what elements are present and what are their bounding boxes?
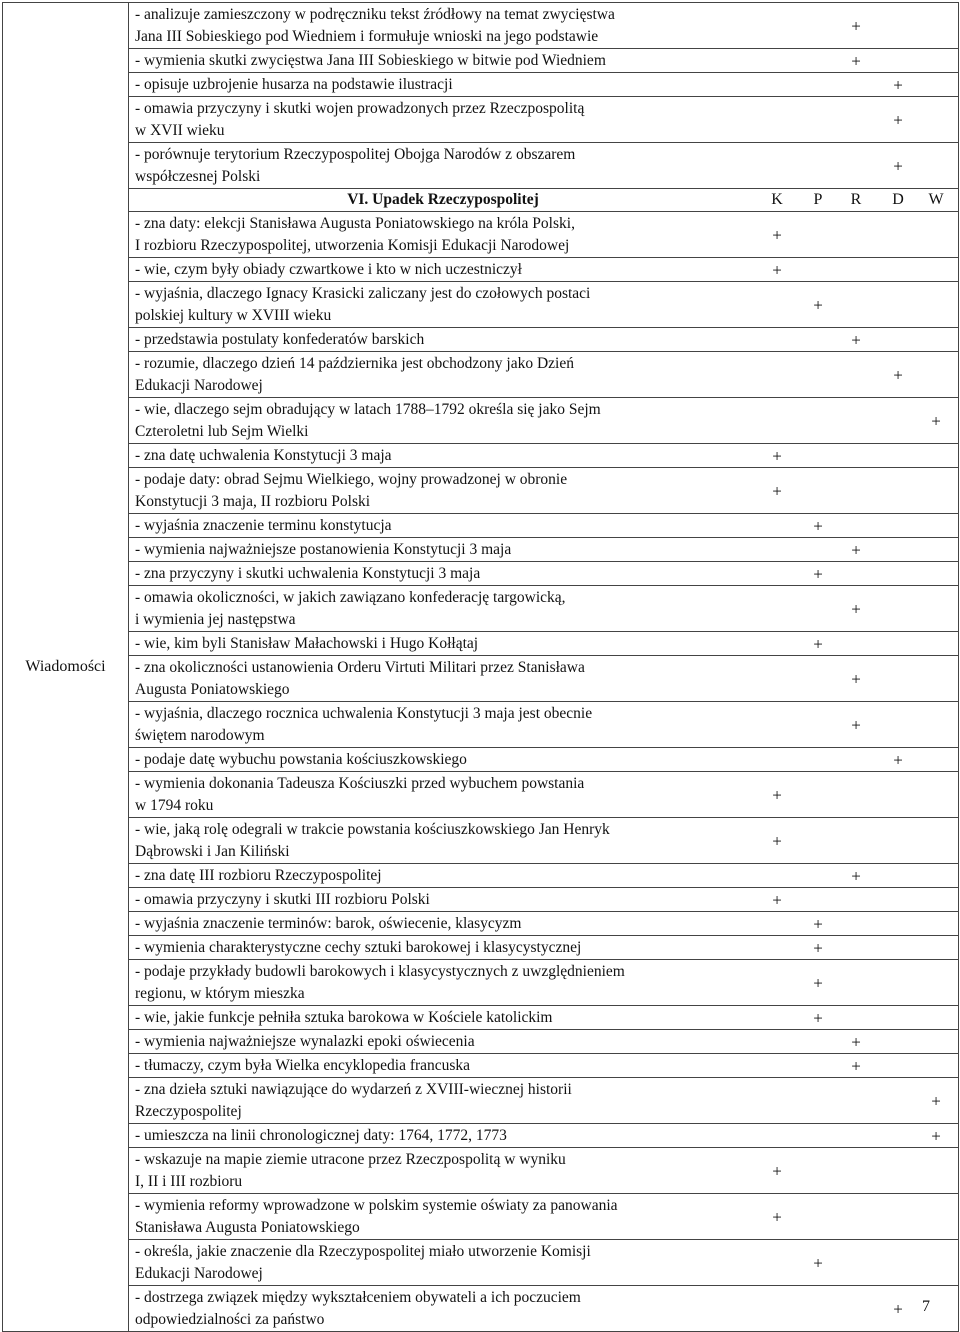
- requirement-mark-d: +: [893, 365, 903, 384]
- criterion-text-line: - wie, czym były obiady czwartkowe i kto w nich uczestniczył: [135, 260, 522, 278]
- criterion-text-line: - rozumie, dlaczego dzień 14 października jest obchodzony jako Dzień: [135, 354, 574, 372]
- criterion-text-line: I, II i III rozbioru: [135, 1172, 243, 1190]
- criterion-text-line: - wymienia dokonania Tadeusza Kościuszki przed wybuchem powstania: [135, 774, 585, 792]
- criterion-text-line: w XVII wieku: [135, 121, 225, 139]
- criterion-text-line: Konstytucji 3 maja, II rozbioru Polski: [135, 492, 371, 510]
- criterion-row: [3, 1194, 959, 1240]
- criterion-text-line: - wie, dlaczego sejm obradujący w latach 1788–1792 określa się jako Sejm: [135, 400, 601, 418]
- requirement-mark-w: +: [931, 411, 941, 430]
- criterion-row: [3, 328, 959, 352]
- requirement-mark-r: +: [851, 715, 861, 734]
- criterion-row: [3, 143, 959, 189]
- requirement-mark-d: +: [893, 110, 903, 129]
- criterion-cell: [129, 1286, 959, 1332]
- criterion-text-line: współczesnej Polski: [135, 167, 261, 185]
- requirement-mark-k: +: [772, 831, 782, 850]
- criterion-text-line: - zna datę uchwalenia Konstytucji 3 maja: [135, 446, 392, 464]
- requirement-mark-k: +: [772, 260, 782, 279]
- requirement-mark-r: +: [851, 540, 861, 559]
- criterion-text-line: - omawia przyczyny i skutki wojen prowadzonych przez Rzeczpospolitą: [135, 99, 585, 117]
- criterion-text-line: Rzeczypospolitej: [135, 1102, 242, 1120]
- requirement-mark-k: +: [772, 481, 782, 500]
- criterion-text-line: - porównuje terytorium Rzeczypospolitej Obojga Narodów z obszarem: [135, 145, 576, 163]
- criterion-row: [3, 49, 959, 73]
- criterion-cell: [129, 73, 959, 97]
- criterion-text-line: Edukacji Narodowej: [135, 1264, 263, 1282]
- criterion-text-line: - zna daty: elekcji Stanisława Augusta Poniatowskiego na króla Polski,: [135, 214, 575, 232]
- criterion-text-line: - wskazuje na mapie ziemie utracone przez Rzeczpospolitą w wyniku: [135, 1150, 566, 1168]
- requirement-mark-k: +: [772, 785, 782, 804]
- criterion-cell: [129, 282, 959, 328]
- requirement-mark-d: +: [893, 75, 903, 94]
- requirement-mark-k: +: [772, 1161, 782, 1180]
- criterion-text-line: - przedstawia postulaty konfederatów barskich: [135, 330, 425, 348]
- criterion-cell: [129, 212, 959, 258]
- criterion-row: [3, 1030, 959, 1054]
- criterion-cell: [129, 936, 959, 960]
- criterion-cell: [129, 143, 959, 189]
- criterion-row: [3, 562, 959, 586]
- criterion-text-line: - określa, jakie znaczenie dla Rzeczypospolitej miało utworzenie Komisji: [135, 1242, 591, 1260]
- criterion-row: [3, 282, 959, 328]
- requirement-mark-p: +: [813, 295, 823, 314]
- criterion-row: [3, 960, 959, 1006]
- criterion-text-line: świętem narodowym: [135, 726, 265, 744]
- criterion-row: [3, 212, 959, 258]
- criterion-text-line: Augusta Poniatowskiego: [135, 680, 290, 698]
- requirement-mark-p: +: [813, 564, 823, 583]
- criterion-row: [3, 912, 959, 936]
- criterion-cell: [129, 702, 959, 748]
- level-header-r: R: [850, 191, 862, 208]
- criterion-text-line: Czteroletni lub Sejm Wielki: [135, 422, 309, 440]
- criterion-cell: [129, 328, 959, 352]
- side-label: Wiadomości: [25, 658, 106, 675]
- criterion-cell: [129, 888, 959, 912]
- criterion-text-line: - wyjaśnia, dlaczego Ignacy Krasicki zaliczany jest do czołowych postaci: [135, 284, 591, 302]
- criterion-text-line: - dostrzega związek między wykształceniem obywateli a ich poczuciem: [135, 1288, 581, 1306]
- criterion-row: [3, 398, 959, 444]
- requirement-mark-p: +: [813, 634, 823, 653]
- criterion-cell: [129, 586, 959, 632]
- level-header-d: D: [892, 191, 904, 208]
- criterion-row: [3, 1240, 959, 1286]
- criterion-row: [3, 772, 959, 818]
- criterion-text-line: - wymienia najważniejsze wynalazki epoki oświecenia: [135, 1032, 475, 1050]
- criterion-cell: [129, 960, 959, 1006]
- criterion-cell: [129, 562, 959, 586]
- criterion-cell: [129, 1124, 959, 1148]
- criterion-row: [3, 888, 959, 912]
- criterion-text-line: - wie, jaką rolę odegrali w trakcie powstania kościuszkowskiego Jan Henryk: [135, 820, 610, 838]
- page-number: 7: [922, 1298, 930, 1315]
- section-title: VI. Upadek Rzeczypospolitej: [347, 191, 539, 208]
- criterion-text-line: odpowiedzialności za państwo: [135, 1310, 325, 1328]
- criterion-text-line: - zna datę III rozbioru Rzeczypospolitej: [135, 866, 382, 884]
- criterion-cell: [129, 514, 959, 538]
- criterion-cell: [129, 3, 959, 49]
- requirement-mark-w: +: [931, 1126, 941, 1145]
- criterion-text-line: - wyjaśnia znaczenie terminów: barok, oświecenie, klasycyzm: [135, 914, 522, 932]
- criterion-cell: [129, 632, 959, 656]
- criteria-table-body: [3, 3, 959, 1332]
- criterion-cell: [129, 1030, 959, 1054]
- criterion-text-line: - zna okoliczności ustanowienia Orderu Virtuti Militari przez Stanisława: [135, 658, 585, 676]
- criterion-row: [3, 586, 959, 632]
- criterion-row: [3, 1054, 959, 1078]
- criterion-text-line: - opisuje uzbrojenie husarza na podstawie ilustracji: [135, 75, 453, 93]
- requirement-mark-r: +: [851, 1056, 861, 1075]
- criterion-cell: [129, 772, 959, 818]
- criterion-row: [3, 538, 959, 562]
- criterion-text-line: - omawia okoliczności, w jakich zawiązano konfederację targowicką,: [135, 588, 566, 606]
- criterion-text-line: - zna dzieła sztuki nawiązujące do wydarzeń z XVIII-wiecznej historii: [135, 1080, 572, 1098]
- criterion-cell: [129, 444, 959, 468]
- criterion-row: [3, 818, 959, 864]
- requirement-mark-p: +: [813, 1253, 823, 1272]
- requirement-mark-r: +: [851, 669, 861, 688]
- criterion-row: [3, 864, 959, 888]
- criterion-cell: [129, 258, 959, 282]
- criterion-text-line: - podaje datę wybuchu powstania kościuszkowskiego: [135, 750, 467, 768]
- requirement-mark-r: +: [851, 16, 861, 35]
- criterion-cell: [129, 656, 959, 702]
- criterion-row: [3, 258, 959, 282]
- criterion-cell: [129, 748, 959, 772]
- requirement-mark-d: +: [893, 1299, 903, 1318]
- requirement-mark-r: +: [851, 1032, 861, 1051]
- criterion-cell: [129, 49, 959, 73]
- criterion-text-line: Jana III Sobieskiego pod Wiedniem i formułuje wnioski na jego podstawie: [135, 27, 599, 45]
- criterion-text-line: - podaje daty: obrad Sejmu Wielkiego, wojny prowadzonej w obronie: [135, 470, 568, 488]
- criterion-row: [3, 1124, 959, 1148]
- requirement-mark-r: +: [851, 330, 861, 349]
- level-header-k: K: [771, 191, 783, 208]
- criterion-text-line: - wymienia reformy wprowadzone w polskim systemie oświaty za panowania: [135, 1196, 618, 1214]
- section-header-row: [3, 189, 959, 212]
- criterion-text-line: - wymienia skutki zwycięstwa Jana III Sobieskiego w bitwie pod Wiedniem: [135, 51, 606, 69]
- criterion-row: [3, 1286, 959, 1332]
- requirement-mark-k: +: [772, 890, 782, 909]
- criterion-row: [3, 632, 959, 656]
- criterion-row: [3, 1148, 959, 1194]
- criterion-row: [3, 1006, 959, 1030]
- criterion-cell: [129, 864, 959, 888]
- criterion-row: [3, 444, 959, 468]
- criterion-text-line: I rozbioru Rzeczypospolitej, utworzenia Komisji Edukacji Narodowej: [135, 236, 570, 254]
- criterion-text-line: - tłumaczy, czym była Wielka encyklopedia francuska: [135, 1056, 471, 1074]
- criterion-row: [3, 702, 959, 748]
- criterion-text-line: polskiej kultury w XVIII wieku: [135, 306, 332, 324]
- criterion-cell: [129, 1006, 959, 1030]
- criterion-cell: [129, 1194, 959, 1240]
- criterion-text-line: - wyjaśnia znaczenie terminu konstytucja: [135, 516, 392, 534]
- requirement-mark-r: +: [851, 51, 861, 70]
- side-label-cell: [3, 3, 129, 1332]
- criterion-cell: [129, 912, 959, 936]
- criterion-cell: [129, 398, 959, 444]
- criterion-text-line: w 1794 roku: [135, 796, 214, 814]
- criterion-cell: [129, 352, 959, 398]
- criterion-text-line: - wie, kim byli Stanisław Małachowski i Hugo Kołłątaj: [135, 634, 479, 652]
- criterion-text-line: - wymienia charakterystyczne cechy sztuki barokowej i klasycystycznej: [135, 938, 582, 956]
- criterion-text-line: - umieszcza na linii chronologicznej daty: 1764, 1772, 1773: [135, 1126, 507, 1144]
- criterion-text-line: - omawia przyczyny i skutki III rozbioru Polski: [135, 890, 430, 908]
- criterion-cell: [129, 1078, 959, 1124]
- criterion-row: [3, 748, 959, 772]
- criterion-cell: [129, 468, 959, 514]
- criterion-text-line: - analizuje zamieszczony w podręczniku tekst źródłowy na temat zwycięstwa: [135, 5, 615, 23]
- requirement-mark-p: +: [813, 938, 823, 957]
- requirement-mark-w: +: [931, 1091, 941, 1110]
- criterion-cell: [129, 97, 959, 143]
- criterion-cell: [129, 1240, 959, 1286]
- criterion-text-line: Stanisława Augusta Poniatowskiego: [135, 1218, 360, 1236]
- requirement-mark-r: +: [851, 866, 861, 885]
- level-header-p: P: [813, 191, 823, 208]
- criterion-text-line: Edukacji Narodowej: [135, 376, 263, 394]
- requirement-mark-p: +: [813, 516, 823, 535]
- criterion-text-line: - podaje przykłady budowli barokowych i klasycystycznych z uwzględnieniem: [135, 962, 625, 980]
- requirement-mark-d: +: [893, 750, 903, 769]
- criterion-text-line: - wie, jakie funkcje pełniła sztuka barokowa w Kościele katolickim: [135, 1008, 553, 1026]
- requirement-mark-p: +: [813, 914, 823, 933]
- criterion-row: [3, 73, 959, 97]
- level-header-w: W: [928, 191, 944, 208]
- criterion-cell: [129, 1148, 959, 1194]
- requirement-mark-k: +: [772, 446, 782, 465]
- criterion-row: [3, 514, 959, 538]
- requirement-mark-k: +: [772, 1207, 782, 1226]
- criterion-cell: [129, 818, 959, 864]
- criterion-row: [3, 468, 959, 514]
- criterion-row: [3, 656, 959, 702]
- criterion-row: [3, 352, 959, 398]
- criterion-text-line: - zna przyczyny i skutki uchwalenia Konstytucji 3 maja: [135, 564, 481, 582]
- criterion-row: [3, 936, 959, 960]
- requirement-mark-d: +: [893, 156, 903, 175]
- criterion-text-line: - wymienia najważniejsze postanowienia Konstytucji 3 maja: [135, 540, 512, 558]
- criterion-text-line: - wyjaśnia, dlaczego rocznica uchwalenia Konstytucji 3 maja jest obecnie: [135, 704, 593, 722]
- criterion-text-line: i wymienia jej następstwa: [135, 610, 296, 628]
- criteria-table: [2, 2, 959, 1332]
- criterion-row: [3, 97, 959, 143]
- requirement-mark-p: +: [813, 973, 823, 992]
- criterion-row: [3, 1078, 959, 1124]
- requirement-mark-r: +: [851, 599, 861, 618]
- criterion-text-line: regionu, w którym mieszka: [135, 984, 305, 1002]
- criterion-row: [3, 3, 959, 49]
- requirement-mark-p: +: [813, 1008, 823, 1027]
- criterion-cell: [129, 1054, 959, 1078]
- criterion-cell: [129, 538, 959, 562]
- section-header-cell: [129, 189, 959, 212]
- requirement-mark-k: +: [772, 225, 782, 244]
- criterion-text-line: Dąbrowski i Jan Kiliński: [135, 842, 290, 860]
